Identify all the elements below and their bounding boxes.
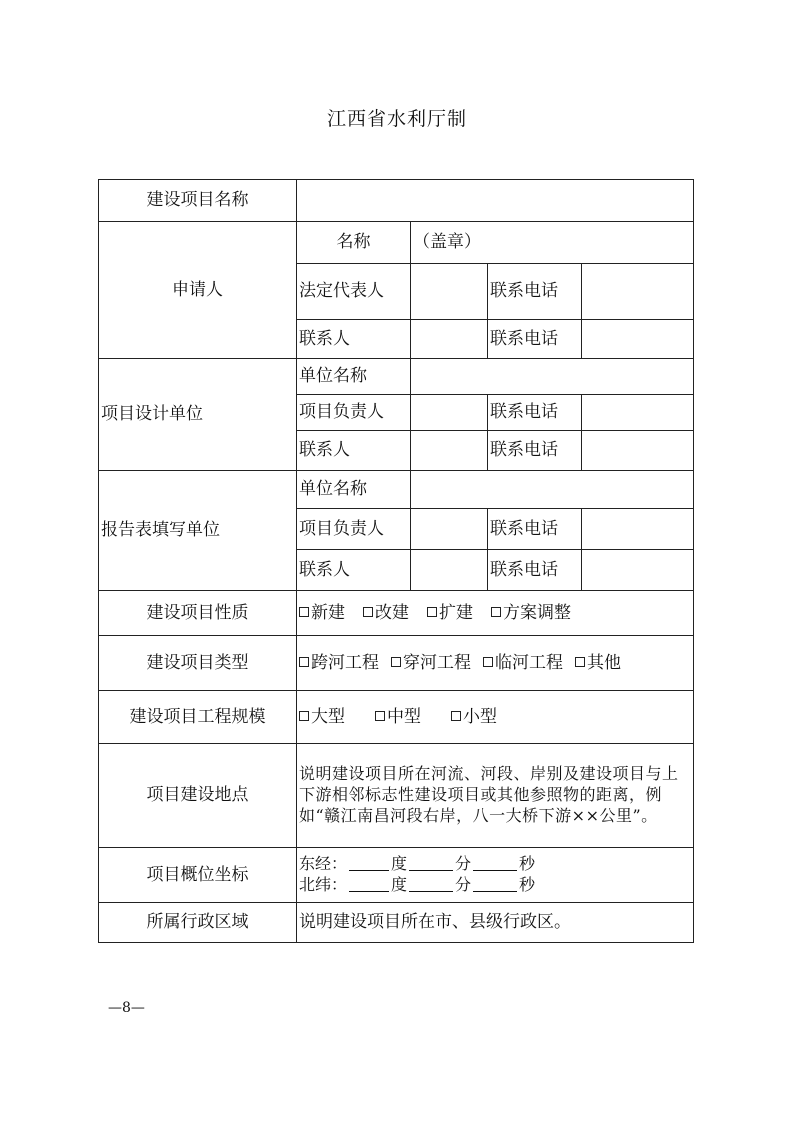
design-unit-contact-field[interactable] (411, 431, 488, 471)
applicant-contact-field[interactable] (411, 320, 488, 359)
design-unit-contact-label: 联系人 (297, 431, 411, 471)
design-unit-phone-label-2: 联系电话 (488, 431, 582, 471)
checkbox-icon (451, 711, 461, 721)
design-unit-phone-label-1: 联系电话 (488, 395, 582, 431)
checkbox-icon (375, 711, 385, 721)
design-unit-name-label: 单位名称 (297, 359, 411, 395)
project-coords-field (297, 848, 694, 903)
applicant-phone-field-1[interactable] (582, 264, 694, 320)
project-location-label: 项目建设地点 (99, 744, 297, 848)
type-option-cross-river[interactable]: 跨河工程 (299, 653, 379, 673)
project-name-field[interactable] (297, 180, 694, 222)
checkbox-icon (299, 657, 309, 667)
checkbox-icon (427, 607, 437, 617)
scale-option-large[interactable]: 大型 (299, 707, 345, 727)
applicant-contact-label: 联系人 (297, 320, 411, 359)
report-unit-leader-field[interactable] (411, 509, 488, 550)
type-option-under-river[interactable]: 穿河工程 (391, 653, 471, 673)
design-unit-leader-label: 项目负责人 (297, 395, 411, 431)
application-form-table (98, 179, 694, 943)
project-location-description[interactable]: 说明建设项目所在河流、河段、岸别及建设项目与上下游相邻标志性建设项目或其他参照物的距离，例如“赣江南昌河段右岸，八一大桥下游××公里”。 (297, 744, 694, 848)
checkbox-icon (299, 711, 309, 721)
report-unit-phone-label-1: 联系电话 (488, 509, 582, 550)
checkbox-icon (363, 607, 373, 617)
applicant-phone-label-1: 联系电话 (488, 264, 582, 320)
longitude-min-blank[interactable] (409, 856, 453, 871)
latitude-min-blank[interactable] (409, 877, 453, 892)
checkbox-icon (391, 657, 401, 667)
project-type-options (297, 636, 694, 691)
applicant-legal-rep-field[interactable] (411, 264, 488, 320)
project-scale-label: 建设项目工程规模 (99, 691, 297, 744)
project-nature-options (297, 591, 694, 636)
longitude-deg-blank[interactable] (349, 856, 389, 871)
scale-option-small[interactable]: 小型 (451, 707, 497, 727)
project-type-label: 建设项目类型 (99, 636, 297, 691)
design-unit-name-field[interactable] (411, 359, 694, 395)
report-unit-name-field[interactable] (411, 471, 694, 509)
scale-option-medium[interactable]: 中型 (375, 707, 421, 727)
project-coords-label: 项目概位坐标 (99, 848, 297, 903)
checkbox-icon (483, 657, 493, 667)
report-unit-phone-field-2[interactable] (582, 550, 694, 591)
report-unit-name-label: 单位名称 (297, 471, 411, 509)
checkbox-icon (575, 657, 585, 667)
nature-option-rebuild[interactable]: 改建 (363, 603, 409, 623)
nature-option-expand[interactable]: 扩建 (427, 603, 473, 623)
design-unit-leader-field[interactable] (411, 395, 488, 431)
report-unit-leader-label: 项目负责人 (297, 509, 411, 550)
latitude-row: 北纬： 度 分 秒 (299, 875, 536, 894)
applicant-phone-label-2: 联系电话 (488, 320, 582, 359)
issuing-organization: 江西省水利厅制 (326, 108, 467, 130)
applicant-phone-field-2[interactable] (582, 320, 694, 359)
type-option-riverside[interactable]: 临河工程 (483, 653, 563, 673)
admin-region-description[interactable]: 说明建设项目所在市、县级行政区。 (297, 903, 694, 943)
checkbox-icon (299, 607, 309, 617)
page-number: —8— (108, 1000, 145, 1016)
longitude-row: 东经： 度 分 秒 (299, 854, 536, 874)
report-unit-phone-label-2: 联系电话 (488, 550, 582, 591)
checkbox-icon (491, 607, 501, 617)
design-unit-label: 项目设计单位 (99, 359, 297, 471)
project-scale-options (297, 691, 694, 744)
nature-option-new[interactable]: 新建 (299, 603, 345, 623)
applicant-legal-rep-label: 法定代表人 (297, 264, 411, 320)
report-unit-phone-field-1[interactable] (582, 509, 694, 550)
project-name-label: 建设项目名称 (99, 180, 297, 222)
report-unit-contact-field[interactable] (411, 550, 488, 591)
project-nature-label: 建设项目性质 (99, 591, 297, 636)
type-option-other[interactable]: 其他 (575, 653, 621, 673)
design-unit-phone-field-1[interactable] (582, 395, 694, 431)
admin-region-label: 所属行政区域 (99, 903, 297, 943)
report-unit-label: 报告表填写单位 (99, 471, 297, 591)
design-unit-phone-field-2[interactable] (582, 431, 694, 471)
latitude-deg-blank[interactable] (349, 877, 389, 892)
latitude-sec-blank[interactable] (473, 877, 517, 892)
applicant-label: 申请人 (99, 222, 297, 359)
nature-option-plan-adjust[interactable]: 方案调整 (491, 603, 571, 623)
report-unit-contact-label: 联系人 (297, 550, 411, 591)
applicant-name-label: 名称 (297, 222, 411, 264)
applicant-name-field[interactable]: （盖章） (411, 222, 694, 264)
longitude-sec-blank[interactable] (473, 856, 517, 871)
